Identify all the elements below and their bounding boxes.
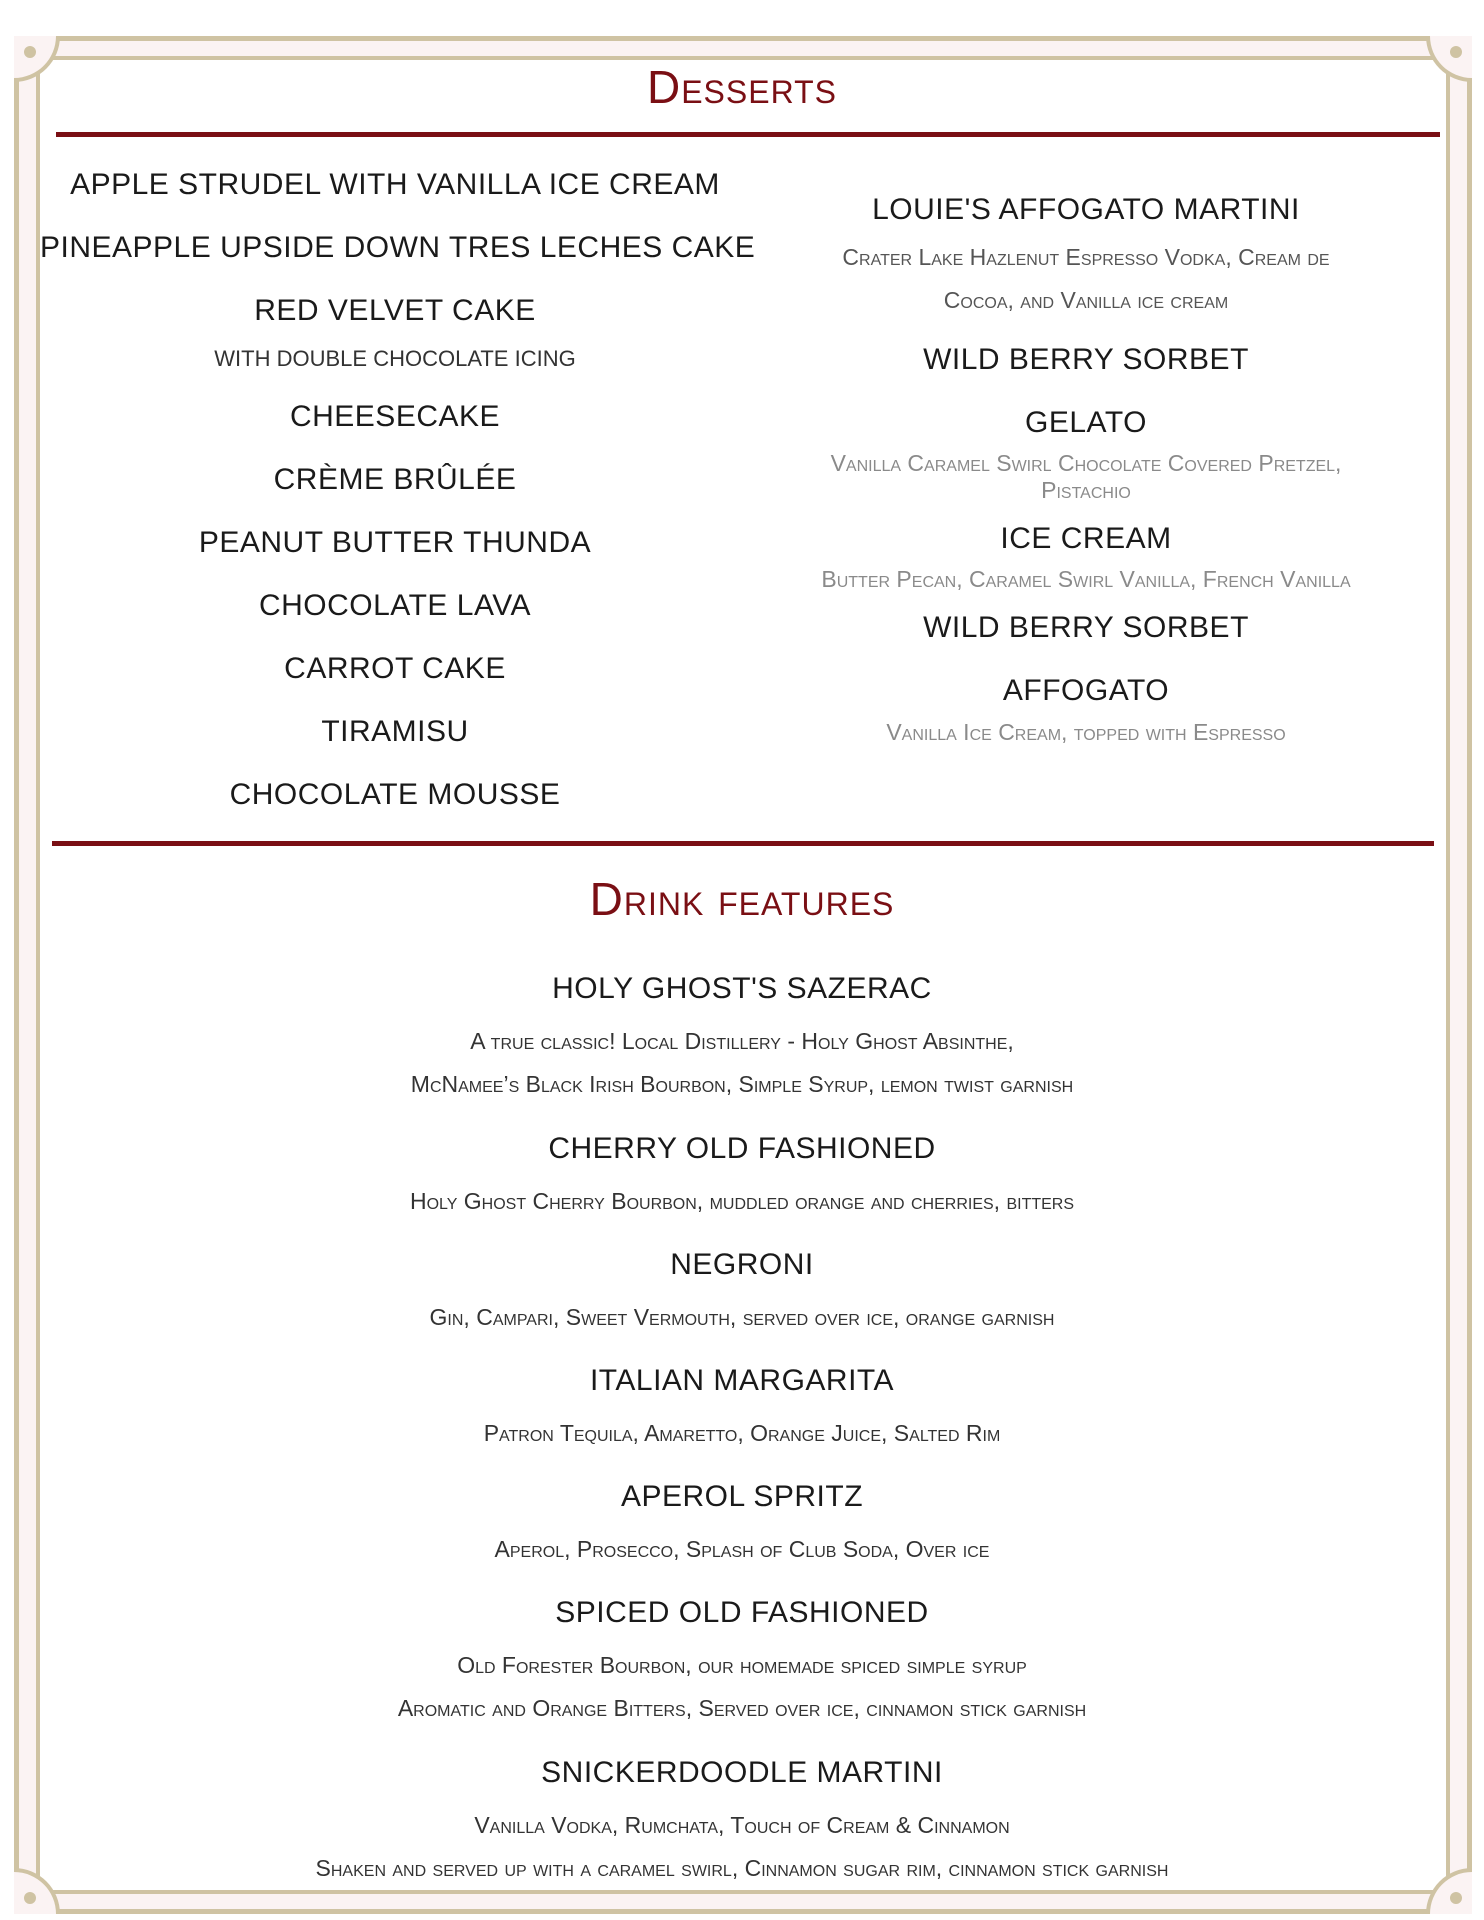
dessert-item: CRÈME BRÛLÉE <box>273 463 517 496</box>
dessert-item: CARROT CAKE <box>284 652 506 685</box>
dessert-item: ICE CREAM <box>1000 522 1172 555</box>
dessert-item: PEANUT BUTTER THUNDA <box>198 526 592 559</box>
drink-item-description: McNamee’s Black Irish Bourbon, Simple Syrup, lemon twist garnish <box>410 1071 1074 1097</box>
drink-item-description: Old Forester Bourbon, our homemade spiced simple syrup <box>457 1652 1027 1678</box>
dessert-item: CHOCOLATE MOUSSE <box>229 778 561 811</box>
dessert-item-description: WITH DOUBLE CHOCOLATE ICING <box>214 346 576 371</box>
dessert-item-description: Vanilla Caramel Swirl Chocolate Covered Pretzel, <box>830 450 1342 476</box>
dessert-item: CHEESECAKE <box>289 400 501 433</box>
dessert-item: APPLE STRUDEL WITH VANILLA ICE CREAM <box>70 168 720 201</box>
desserts-rule <box>56 132 1440 137</box>
corner-dot <box>24 1892 36 1904</box>
drink-item: ITALIAN MARGARITA <box>589 1364 895 1397</box>
dessert-item: WILD BERRY SORBET <box>923 343 1249 376</box>
dessert-item: WILD BERRY SORBET <box>923 611 1249 644</box>
drink-item: APEROL SPRITZ <box>620 1480 864 1513</box>
dessert-item: CHOCOLATE LAVA <box>258 589 532 622</box>
drink-item-description: Aromatic and Orange Bitters, Served over ice, cinnamon stick garnish <box>397 1695 1087 1721</box>
dessert-item: LOUIE'S AFFOGATO MARTINI <box>872 193 1300 226</box>
dessert-item-description: Cocoa, and Vanilla ice cream <box>943 287 1229 313</box>
corner-dot <box>1450 1892 1462 1904</box>
drink-item-description: Gin, Campari, Sweet Vermouth, served over ice, orange garnish <box>429 1304 1055 1330</box>
drink-item-description: Vanilla Vodka, Rumchata, Touch of Cream & Cinnamon <box>474 1812 1010 1838</box>
drink-item-description: Shaken and served up with a caramel swirl, Cinnamon sugar rim, cinnamon stick garnish <box>315 1855 1169 1881</box>
dessert-item: TIRAMISU <box>321 715 469 748</box>
dessert-item-description: Vanilla Ice Cream, topped with Espresso <box>886 719 1286 745</box>
drink-item-description: Holy Ghost Cherry Bourbon, muddled orange and cherries, bitters <box>409 1188 1075 1214</box>
dessert-item-description: Crater Lake Hazlenut Espresso Vodka, Cream de <box>842 244 1330 270</box>
dessert-item: GELATO <box>1025 406 1147 439</box>
section-divider-rule <box>52 841 1434 846</box>
drink-item: CHERRY OLD FASHIONED <box>548 1132 936 1165</box>
drink-item: SNICKERDOODLE MARTINI <box>541 1756 943 1789</box>
corner-dot <box>1450 46 1462 58</box>
drink-item: SPICED OLD FASHIONED <box>555 1596 929 1629</box>
dessert-item-description: Pistachio <box>1041 477 1131 503</box>
dessert-item: RED VELVET CAKE <box>254 294 536 327</box>
drinks-title: Drink features <box>589 873 895 925</box>
desserts-title: Desserts <box>646 61 838 113</box>
dessert-item: PINEAPPLE UPSIDE DOWN TRES LECHES CAKE <box>40 231 756 264</box>
drink-item-description: A true classic! Local Distillery - Holy Ghost Absinthe, <box>470 1028 1014 1054</box>
drink-item: NEGRONI <box>670 1248 814 1281</box>
corner-dot <box>24 46 36 58</box>
dessert-item-description: Butter Pecan, Caramel Swirl Vanilla, French Vanilla <box>821 566 1351 592</box>
dessert-item: AFFOGATO <box>1002 674 1170 707</box>
drink-item: HOLY GHOST'S SAZERAC <box>552 972 932 1005</box>
drink-item-description: Aperol, Prosecco, Splash of Club Soda, Over ice <box>494 1536 990 1562</box>
drink-item-description: Patron Tequila, Amaretto, Orange Juice, Salted Rim <box>483 1420 1001 1446</box>
